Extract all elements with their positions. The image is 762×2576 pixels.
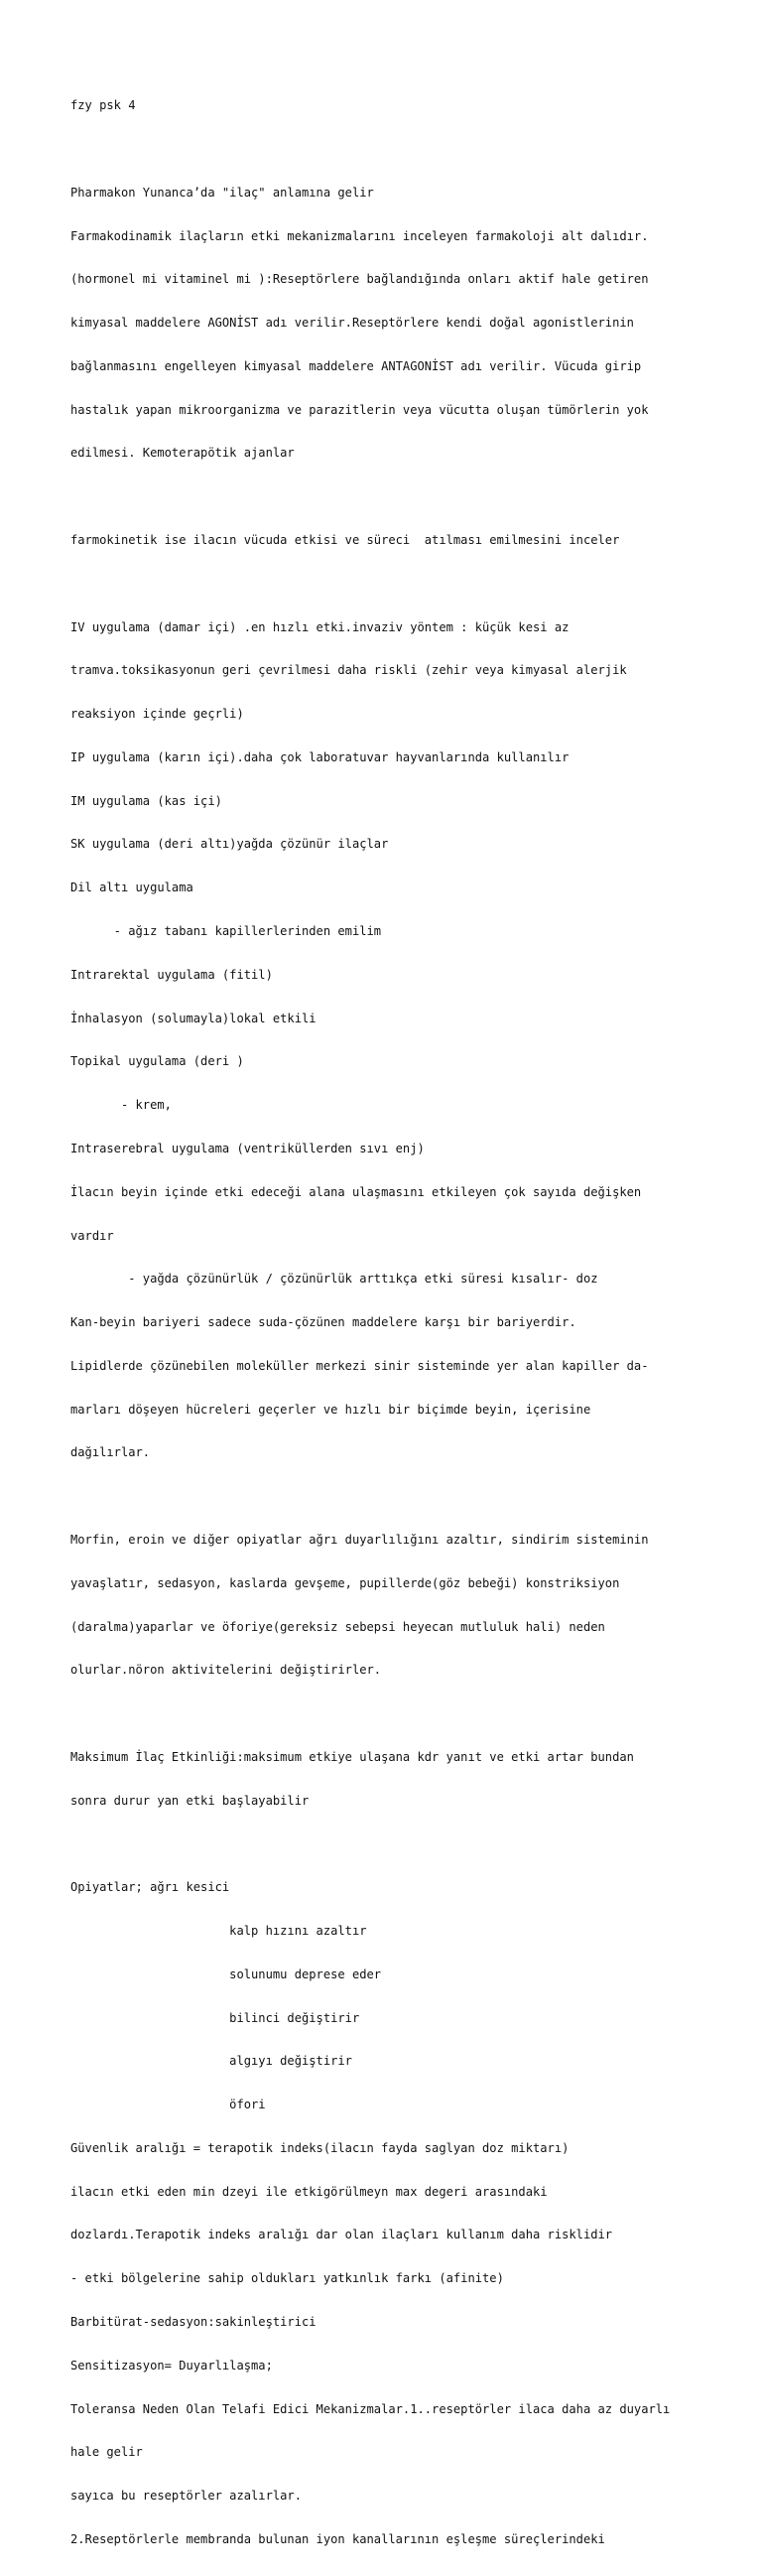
text-line: 2.Reseptörlerle membranda bulunan iyon kanallarının eşleşme süreçlerindeki: [70, 2531, 605, 2546]
text-line: bilinci değiştirir: [70, 2010, 360, 2025]
text-line: Farmakodinamik ilaçların etki mekanizmalarını inceleyen farmakoloji alt dalıdır.: [70, 228, 649, 243]
text-line: algıyı değiştirir: [70, 2054, 352, 2069]
text-line: marları döşeyen hücreleri geçerler ve hızlı bir biçimde beyin, içerisine: [70, 1402, 591, 1417]
text-line: farmokinetik ise ilacın vücuda etkisi ve süreci atılması emilmesini inceler: [70, 533, 620, 547]
text-line: olurlar.nöron aktivitelerini değiştirirler.: [70, 1663, 382, 1678]
text-line: Kan-beyin bariyeri sadece suda-çözünen maddelere karşı bir bariyerdir.: [70, 1315, 576, 1330]
text-line: hale gelir: [70, 2445, 143, 2460]
text-line: [70, 142, 745, 157]
text-line: [70, 577, 745, 592]
text-line: sonra durur yan etki başlayabilir: [70, 1793, 310, 1808]
text-line: fzy psk 4: [70, 98, 136, 113]
text-line: ilacın etki eden min dzeyi ile etkigörülmeyn max degeri arasındaki: [70, 2184, 548, 2199]
text-line: - krem,: [70, 1098, 172, 1113]
text-line: İlacın beyin içinde etki edeceği alana ulaşmasını etkileyen çok sayıda değişken: [70, 1184, 642, 1199]
text-line: sayıca bu reseptörler azalırlar.: [70, 2489, 302, 2504]
text-line: kalp hızını azaltır: [70, 1924, 367, 1938]
text-line: - ağız tabanı kapillerlerinden emilim: [70, 924, 382, 939]
text-line: vardır: [70, 1228, 114, 1243]
text-line: IV uygulama (damar içi) .en hızlı etki.invaziv yöntem : küçük kesi az: [70, 619, 570, 634]
text-line: bağlanmasını engelleyen kimyasal maddelere ANTAGONİST adı verilir. Vücuda girip: [70, 358, 642, 373]
text-line: Maksimum İlaç Etkinliği:maksimum etkiye ulaşana kdr yanıt ve etki artar bundan: [70, 1749, 634, 1764]
text-line: edilmesi. Kemoterapötik ajanlar: [70, 446, 295, 461]
text-line: kimyasal maddelere AGONİST adı verilir.Reseptörlere kendi doğal agonistlerinin: [70, 316, 634, 331]
text-line: Lipidlerde çözünebilen moleküller merkezi sinir sisteminde yer alan kapiller da-: [70, 1358, 649, 1373]
text-line: Güvenlik aralığı = terapotik indeks(ilacın fayda saglyan doz miktarı): [70, 2140, 570, 2155]
text-line: Morfin, eroin ve diğer opiyatlar ağrı duyarlılığını azaltır, sindirim sisteminin: [70, 1532, 649, 1547]
text-line: IP uygulama (karın içi).daha çok laboratuvar hayvanlarında kullanılır: [70, 749, 570, 764]
text-line: reaksiyon içinde geçrli): [70, 707, 244, 722]
text-line: Pharmakon Yunanca’da "ilaç" anlamına gelir: [70, 185, 374, 200]
document-text: [70, 69, 745, 2576]
text-line: solunumu deprese eder: [70, 1966, 382, 1981]
text-line: dağılırlar.: [70, 1445, 151, 1460]
text-line: [70, 1836, 745, 1851]
text-line: Toleransa Neden Olan Telafi Edici Mekanizmalar.1..reseptörler ilaca daha az duyarlı: [70, 2401, 671, 2416]
text-line: Barbitürat-sedasyon:sakinleştirici: [70, 2315, 317, 2330]
text-line: - yağda çözünürlük / çözünürlük arttıkça etki süresi kısalır- doz: [70, 1272, 598, 1287]
text-line: İnhalasyon (solumayla)lokal etkili: [70, 1011, 317, 1025]
text-line: Dil altı uygulama: [70, 881, 193, 895]
text-line: yavaşlatır, sedasyon, kaslarda gevşeme, pupillerde(göz bebeği) konstriksiyon: [70, 1575, 620, 1590]
text-line: Opiyatlar; ağrı kesici: [70, 1880, 230, 1895]
text-line: Intraserebral uygulama (ventriküllerden sıvı enj): [70, 1141, 425, 1155]
text-line: Intrarektal uygulama (fitil): [70, 967, 273, 982]
text-line: Topikal uygulama (deri ): [70, 1054, 244, 1069]
text-line: [70, 489, 745, 504]
text-line: tramva.toksikasyonun geri çevrilmesi daha riskli (zehir veya kimyasal alerjik: [70, 663, 627, 678]
text-line: SK uygulama (deri altı)yağda çözünür ilaçlar: [70, 837, 389, 852]
text-line: öfori: [70, 2098, 266, 2112]
text-line: dozlardı.Terapotik indeks aralığı dar olan ilaçları kullanım daha risklidir: [70, 2228, 613, 2242]
text-line: IM uygulama (kas içi): [70, 793, 222, 808]
text-line: (daralma)yaparlar ve öforiye(gereksiz sebepsi heyecan mutluluk hali) neden: [70, 1619, 605, 1634]
text-line: Sensitizasyon= Duyarlılaşma;: [70, 2358, 273, 2373]
text-line: (hormonel mi vitaminel mi ):Reseptörlere bağlandığında onları aktif hale getiren: [70, 272, 649, 287]
text-line: - etki bölgelerine sahip oldukları yatkınlık farkı (afinite): [70, 2271, 504, 2286]
text-line: hastalık yapan mikroorganizma ve parazitlerin veya vücutta oluşan tümörlerin yok: [70, 402, 649, 417]
text-line: [70, 1706, 745, 1721]
text-line: [70, 1489, 745, 1504]
